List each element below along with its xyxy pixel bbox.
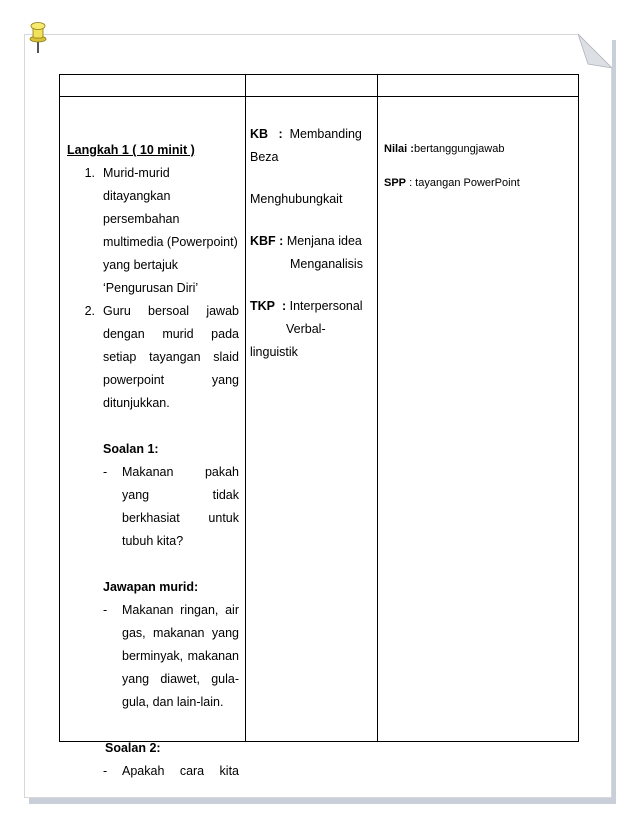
text-line: gas, makanan yang [122,626,239,640]
text-line: Makanan ringan, air [122,603,239,617]
text-line: Guru bersoal jawab [103,304,239,318]
kb-line [250,123,370,146]
tkp-label: TKP [250,299,275,313]
text-line: yang bertajuk [103,258,179,272]
kbf-value-cont: Menganalisis [290,257,363,271]
tkp-value: Interpersonal [289,299,363,313]
text-line: multimedia (Powerpoint) [103,235,238,249]
text-line: berkhasiat untuk [122,511,239,525]
spp-label: SPP [384,177,407,189]
list-number: 1. [84,166,95,180]
dash-bullet: - [103,603,108,617]
question-item [67,461,239,553]
nilai-line [384,141,574,157]
text-line: ditunjukkan. [103,396,170,410]
kb-label: KB [250,127,269,141]
nilai-label: Nilai : [384,143,414,155]
pushpin-icon [27,20,49,54]
spp-line [384,175,574,191]
kb-value: Membanding [289,127,362,141]
question-item [67,760,239,783]
text-line: Makanan pakah [122,465,239,479]
tkp-line [250,295,370,318]
lesson-plan-table [59,74,579,778]
dash-bullet: - [103,465,108,479]
text-line: ditayangkan [103,189,171,203]
text-line: yang tidak [122,488,239,502]
tkp-value-cont: Verbal- [286,322,326,336]
kbf-label: KBF : [250,234,284,248]
question-label: Soalan 2: [105,741,161,755]
text-line: persembahan [103,212,180,226]
skills-column [250,123,370,364]
question-label: Soalan 1: [103,442,159,456]
dash-bullet: - [103,764,108,778]
list-item [67,162,239,300]
nilai-value: bertanggungjawab [413,143,505,155]
header-row-divider [60,96,578,97]
tkp-value-cont: linguistik [250,345,298,359]
page-curl [578,34,612,68]
text-line: powerpoint yang [103,373,239,387]
text-line: ‘Pengurusan Diri’ [103,281,199,295]
text-line: yang diawet, gula- [122,672,239,686]
connect-skill: Menghubungkait [250,192,343,206]
column-divider [377,75,378,741]
text-line: Apakah cara kita [122,764,239,778]
notes-column [384,141,574,191]
kbf-line [250,230,370,253]
kb-value-cont: Beza [250,150,279,164]
column-divider [245,75,246,741]
text-line: berminyak, makanan [122,649,239,663]
answer-item [67,599,239,714]
text-line: tubuh kita? [122,534,184,548]
text-line: Murid-murid [103,166,170,180]
kbf-value: Menjana idea [286,234,362,248]
text-line: setiap tayangan slaid [103,350,239,364]
answer-label: Jawapan murid: [103,580,199,594]
kb-separator: : [278,127,283,141]
step-heading: Langkah 1 ( 10 minit ) [67,143,195,157]
tkp-separator: : [281,299,287,313]
text-line: dengan murid pada [103,327,239,341]
steps-column [67,139,239,783]
list-item [67,300,239,415]
list-number: 2. [84,304,95,318]
spp-value: : tayangan PowerPoint [406,177,520,189]
text-line: gula, dan lain-lain. [122,695,224,709]
